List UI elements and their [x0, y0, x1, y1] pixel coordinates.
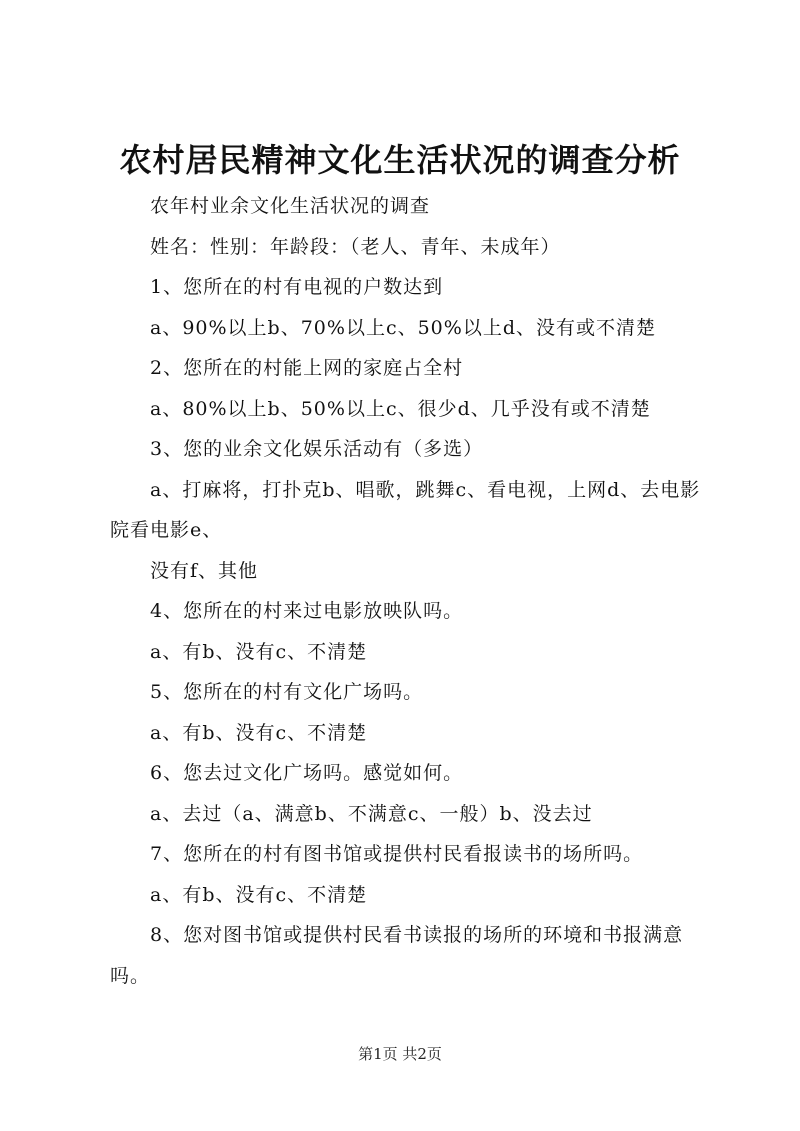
document-title: 农村居民精神文化生活状况的调查分析 — [119, 141, 681, 179]
paragraph: 5、您所在的村有文化广场吗。 — [150, 681, 424, 703]
page-indicator: 第1页 共2页 — [358, 1045, 442, 1063]
paragraph: a、去过（a、满意b、不满意c、一般）b、没去过 — [150, 802, 593, 825]
paragraph: 3、您的业余文化娱乐活动有（多选） — [150, 438, 484, 460]
paragraph: a、打麻将，打扑克b、唱歌，跳舞c、看电视，上网d、去电影院看电影e、 — [110, 478, 701, 541]
paragraph: a、有b、没有c、不清楚 — [150, 640, 368, 663]
paragraph: 4、您所在的村来过电影放映队吗。 — [150, 600, 464, 622]
paragraph: 农年村业余文化生活状况的调查 — [150, 195, 431, 217]
paragraph: a、有b、没有c、不清楚 — [150, 883, 368, 906]
paragraph: a、80%以上b、50%以上c、很少d、几乎没有或不清楚 — [150, 397, 651, 420]
paragraph: 姓名：性别：年龄段：（老人、青年、未成年） — [150, 235, 561, 258]
paragraph: 6、您去过文化广场吗。感觉如何。 — [150, 762, 464, 784]
paragraph: 2、您所在的村能上网的家庭占全村 — [150, 357, 464, 379]
paragraph: 1、您所在的村有电视的户数达到 — [150, 276, 444, 298]
document-body — [110, 186, 706, 996]
paragraph: 8、您对图书馆或提供村民看书读报的场所的环境和书报满意吗。 — [110, 924, 684, 987]
paragraph: a、90%以上b、70%以上c、50%以上d、没有或不清楚 — [150, 316, 656, 339]
paragraph: 7、您所在的村有图书馆或提供村民看报读书的场所吗。 — [150, 843, 644, 865]
paragraph: 没有f、其他 — [150, 559, 259, 582]
paragraph: a、有b、没有c、不清楚 — [150, 721, 368, 744]
